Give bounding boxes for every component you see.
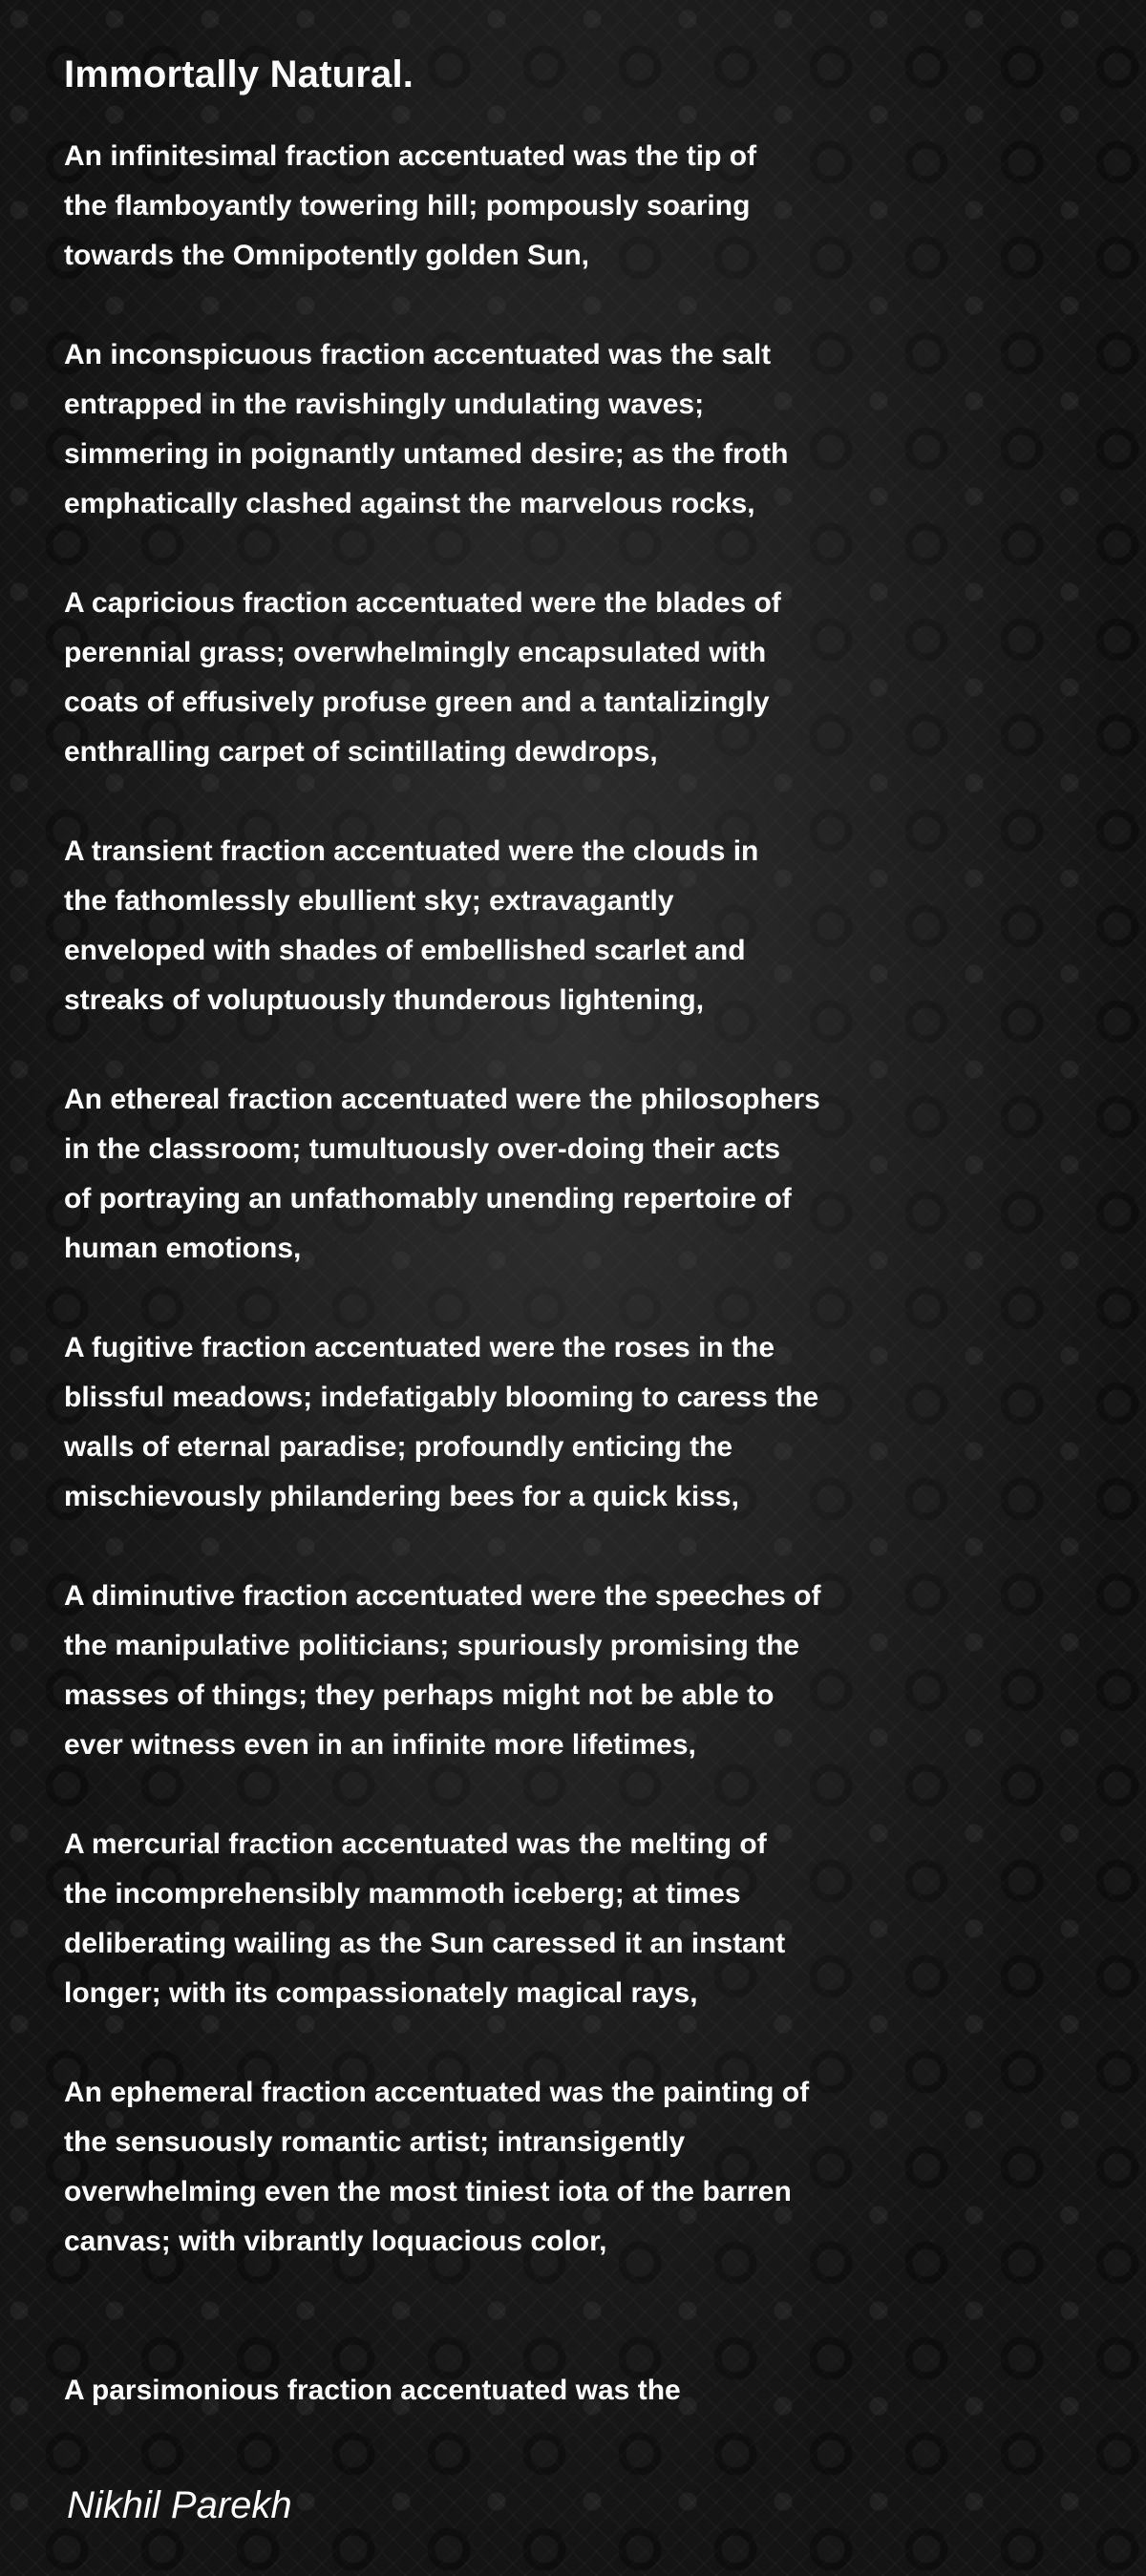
poem-line: An infinitesimal fraction accentuated was the tip of (64, 140, 757, 172)
poem-line: the sensuously romantic artist; intransigently (64, 2126, 686, 2158)
stanza-6 (64, 1323, 1076, 1522)
stanza-10 (64, 2366, 1076, 2416)
poem-line: the flamboyantly towering hill; pompously soaring (64, 190, 751, 222)
stanza-1 (64, 132, 1076, 281)
poem-line: A mercurial fraction accentuated was the melting of (64, 1828, 767, 1860)
poem-line: overwhelming even the most tiniest iota of the barren (64, 2176, 792, 2207)
poem-line: of portraying an unfathomably unending repertoire of (64, 1183, 792, 1214)
poem-line: A fugitive fraction accentuated were the roses in the (64, 1332, 775, 1363)
poem-line: An inconspicuous fraction accentuated was the salt (64, 339, 772, 370)
poem-line: blissful meadows; indefatigably blooming to caress the (64, 1382, 819, 1413)
poem-line: A diminutive fraction accentuated were the speeches of (64, 1580, 821, 1612)
poem-line: the manipulative politicians; spuriously promising the (64, 1630, 800, 1661)
poem-line: simmering in poignantly untamed desire; as the froth (64, 438, 789, 470)
poem-line: ever witness even in an infinite more lifetimes, (64, 1729, 696, 1761)
poem-line: enthralling carpet of scintillating dewdrops, (64, 736, 658, 768)
stanza-3 (64, 579, 1076, 777)
poem-line: the fathomlessly ebullient sky; extravagantly (64, 885, 674, 917)
stanza-9 (64, 2068, 1076, 2267)
poem-line: human emotions, (64, 1233, 302, 1264)
poem-line: enveloped with shades of embellished scarlet and (64, 935, 746, 966)
stanza-5 (64, 1075, 1076, 1274)
poem-line: perennial grass; overwhelmingly encapsulated with (64, 637, 767, 668)
stanza-7 (64, 1572, 1076, 1770)
poem-line: An ethereal fraction accentuated were the philosophers (64, 1084, 820, 1115)
poem-line: entrapped in the ravishingly undulating waves; (64, 389, 705, 420)
poem-line: canvas; with vibrantly loquacious color, (64, 2226, 607, 2257)
poem-line: deliberating wailing as the Sun caressed it an instant (64, 1928, 786, 1959)
poem-line: A capricious fraction accentuated were the blades of (64, 587, 781, 619)
poem-line: the incomprehensibly mammoth iceberg; at times (64, 1878, 741, 1910)
stanza-2 (64, 330, 1076, 529)
poem-line: in the classroom; tumultuously over-doing their acts (64, 1133, 781, 1165)
poem-line: longer; with its compassionately magical rays, (64, 1977, 698, 2009)
poem-line: towards the Omnipotently golden Sun, (64, 240, 590, 271)
stanza-4 (64, 827, 1076, 1025)
poem-line: masses of things; they perhaps might not be able to (64, 1679, 775, 1711)
poem-line: walls of eternal paradise; profoundly enticing the (64, 1431, 733, 1463)
poem-line: An ephemeral fraction accentuated was the painting of (64, 2077, 810, 2108)
poem-container (64, 48, 1076, 2465)
poem-line: A parsimonious fraction accentuated was the (64, 2375, 681, 2406)
poem-line: emphatically clashed against the marvelous rocks, (64, 488, 755, 519)
poem-line: streaks of voluptuously thunderous lightening, (64, 984, 705, 1016)
poem-line: coats of effusively profuse green and a tantalizingly (64, 686, 770, 718)
poem-line: mischievously philandering bees for a quick kiss, (64, 1481, 739, 1512)
poem-line: A transient fraction accentuated were the clouds in (64, 835, 759, 867)
poem-title: Immortally Natural. (64, 53, 414, 95)
stanza-8 (64, 1820, 1076, 2018)
author-signature: Nikhil Parekh (67, 2484, 292, 2526)
